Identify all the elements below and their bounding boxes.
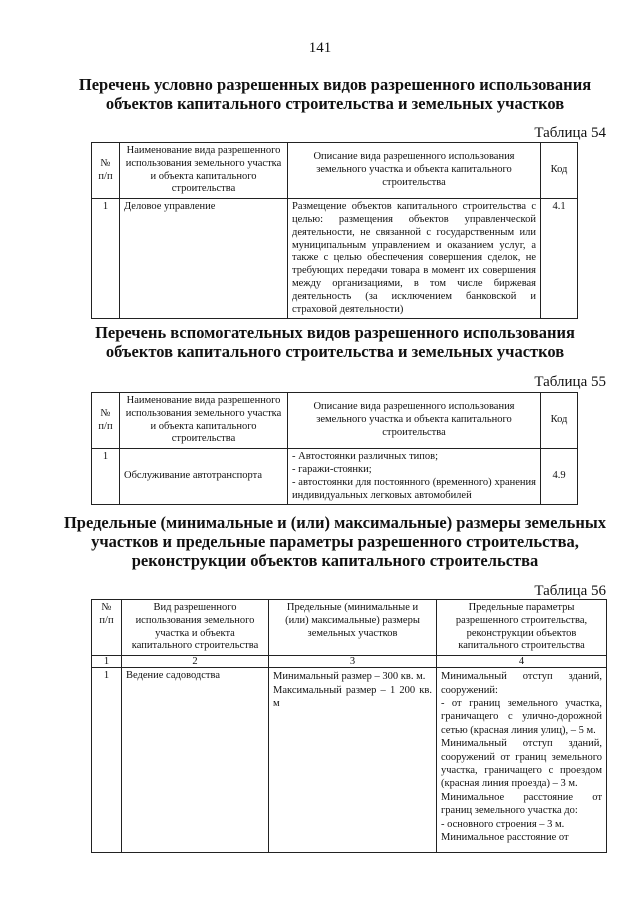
header-num bbox=[92, 143, 120, 199]
header-text: использования земельного участка bbox=[125, 157, 282, 169]
size-item: Минимальный размер – 300 кв. м. bbox=[273, 671, 426, 683]
size-item: Максимальный размер – 1 200 кв. м bbox=[273, 684, 432, 709]
desc-item: - гаражи-стоянки; bbox=[292, 463, 372, 475]
header-text: капитального строительства bbox=[458, 640, 585, 652]
column-number-row bbox=[92, 656, 607, 668]
header-text: использования земельного участка bbox=[125, 407, 282, 419]
header-text: Наименование вида разрешенного bbox=[126, 395, 281, 406]
column-number: 3 bbox=[269, 656, 437, 668]
header-num bbox=[92, 600, 122, 656]
cell-code: 4.9 bbox=[541, 449, 578, 505]
header-text: строительства bbox=[382, 426, 446, 438]
header-text: п/п bbox=[98, 170, 113, 182]
header-text: п/п bbox=[99, 614, 114, 626]
header-desc bbox=[288, 143, 541, 199]
header-text: и объекта капитального bbox=[150, 420, 257, 432]
header-name bbox=[120, 393, 288, 449]
column-number: 2 bbox=[122, 656, 269, 668]
column-number: 4 bbox=[437, 656, 607, 668]
table-row bbox=[92, 449, 578, 505]
cell-name: Деловое управление bbox=[120, 199, 288, 319]
table-56-label: Таблица 56 bbox=[534, 583, 606, 599]
table-55-label: Таблица 55 bbox=[534, 374, 606, 390]
section-2-title-line: Перечень вспомогательных видов разрешенного использования bbox=[95, 323, 575, 342]
desc-item: - автостоянки для постоянного (временного) хранения индивидуальных легковых автомобилей bbox=[292, 476, 536, 501]
header-text: Описание вида разрешенного использования bbox=[313, 401, 515, 413]
desc-item: - Автостоянки различных типов; bbox=[292, 451, 439, 463]
header-text: реконструкции объектов bbox=[466, 627, 577, 639]
header-code: Код bbox=[541, 143, 578, 199]
section-1-title bbox=[60, 75, 610, 113]
header-kind bbox=[122, 600, 269, 656]
header-text: Наименование вида разрешенного bbox=[126, 145, 281, 156]
table-header-row bbox=[92, 600, 607, 656]
cell-num: 1 bbox=[92, 668, 122, 853]
param-item: Минимальный отступ зданий, сооружений: bbox=[441, 671, 602, 696]
cell-num: 1 bbox=[92, 449, 120, 505]
section-3-title-line: реконструкции объектов капитального строительства bbox=[131, 551, 539, 570]
cell-sizes bbox=[269, 668, 437, 853]
header-desc bbox=[288, 393, 541, 449]
cell-num: 1 bbox=[92, 199, 120, 319]
header-text: строительства bbox=[171, 183, 236, 195]
table-54 bbox=[91, 142, 578, 319]
param-item: Минимальное расстояние от границ земельного участка до: bbox=[441, 791, 602, 817]
cell-kind: Ведение садоводства bbox=[122, 668, 269, 853]
table-header-row bbox=[92, 143, 578, 199]
header-text: капитального строительства bbox=[131, 640, 259, 652]
table-54-label: Таблица 54 bbox=[534, 125, 606, 141]
header-text: Вид разрешенного bbox=[153, 602, 237, 613]
param-item: Минимальное расстояние от bbox=[441, 832, 569, 844]
cell-desc bbox=[288, 449, 541, 505]
section-1-title-line: объектов капитального строительства и земельных участков bbox=[105, 94, 565, 113]
table-header-row bbox=[92, 393, 578, 449]
header-text: строительства bbox=[382, 176, 446, 188]
param-item: - основного строения – 3 м. bbox=[441, 818, 565, 830]
column-number: 1 bbox=[92, 656, 122, 668]
header-text: (или) максимальные) размеры bbox=[285, 614, 420, 626]
page-number: 141 bbox=[308, 40, 332, 56]
table-55 bbox=[91, 392, 578, 505]
header-text: п/п bbox=[98, 420, 113, 432]
table-56 bbox=[91, 599, 607, 853]
header-text: № bbox=[100, 407, 111, 419]
section-2-title bbox=[60, 323, 610, 361]
header-text: № bbox=[101, 602, 112, 613]
header-text: земельных участков bbox=[307, 627, 398, 639]
header-text: строительства bbox=[171, 433, 236, 445]
table-row bbox=[92, 668, 607, 853]
header-text: Описание вида разрешенного использования bbox=[313, 151, 515, 163]
cell-name: Обслуживание автотранспорта bbox=[120, 449, 288, 505]
header-name bbox=[120, 143, 288, 199]
header-text: и объекта капитального bbox=[150, 170, 257, 182]
header-code: Код bbox=[541, 393, 578, 449]
header-text: земельного участка и объекта капитального bbox=[316, 164, 512, 176]
cell-params bbox=[437, 668, 607, 853]
header-text: использования земельного bbox=[135, 614, 255, 626]
header-sizes bbox=[269, 600, 437, 656]
section-3-title-line: Предельные (минимальные и (или) максимальные) размеры земельных bbox=[63, 513, 607, 532]
header-text: Предельные (минимальные и bbox=[286, 602, 419, 613]
param-item: Минимальный отступ зданий, сооружений от границ земельного участка, граничащего с проездом (красная линия проезда) – 3 м. bbox=[441, 738, 602, 790]
header-text: участка и объекта bbox=[155, 627, 235, 639]
section-3-title bbox=[60, 513, 610, 570]
cell-code: 4.1 bbox=[541, 199, 578, 319]
section-2-title-line: объектов капитального строительства и земельных участков bbox=[105, 342, 565, 361]
header-text: № bbox=[100, 157, 111, 169]
table-row bbox=[92, 199, 578, 319]
header-params bbox=[437, 600, 607, 656]
param-item: - от границ земельного участка, граничащего с улично-дорожной сетью (красная линия улиц), – 5 м. bbox=[441, 698, 602, 736]
header-num bbox=[92, 393, 120, 449]
header-text: разрешенного строительства, bbox=[455, 614, 588, 626]
cell-desc: Размещение объектов капитального строительства с целью: размещения объектов управленческой деятельности, не связанной с государственным или муниципальным управлением и оказанием услуг, а также с целью обеспечения совершения сделок, не требующих передачи товара в момент их совершения между организациями, в том числе биржевая деятельность (за исключением банковской и страховой деятельности) bbox=[288, 199, 541, 319]
header-text: земельного участка и объекта капитального bbox=[316, 414, 512, 426]
section-3-title-line: участков и предельные параметры разрешенного строительства, bbox=[91, 532, 579, 551]
section-1-title-line: Перечень условно разрешенных видов разрешенного использования bbox=[78, 75, 592, 94]
header-text: Предельные параметры bbox=[468, 602, 575, 613]
